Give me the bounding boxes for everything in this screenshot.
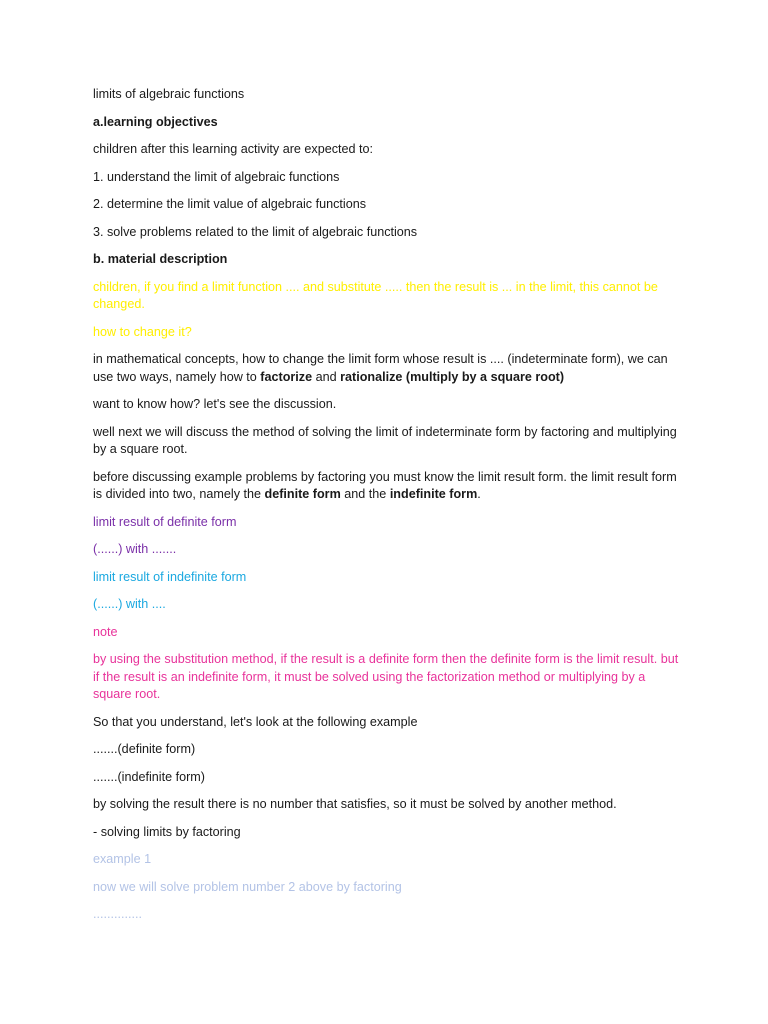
factoring-heading: - solving limits by factoring <box>93 824 241 839</box>
yellow-question: how to change it? <box>93 324 192 339</box>
concept-text: and <box>312 369 341 384</box>
indefinite-heading: limit result of indefinite form <box>93 569 247 584</box>
note-text: by using the substitution method, if the result is a definite form then the definite form is the limit result. but if the result is an indefinite form, it must be solved using the factorization method or multiplying by a square root. <box>93 652 679 701</box>
example-1-description: now we will solve problem number 2 above by factoring <box>93 879 402 894</box>
document-title: limits of algebraic functions <box>93 87 245 101</box>
yellow-paragraph: children, if you find a limit function .... and substitute ..... then the result is ... in the limit, this cannot be changed. <box>93 279 658 311</box>
before-text: before discussing example problems by factoring you must know the limit result form. the limit result form is divided into two, namely the <box>93 469 677 501</box>
example-1-label: example 1 <box>93 852 152 866</box>
objective-item: 1. understand the limit of algebraic functions <box>93 169 340 184</box>
document-page <box>93 86 683 934</box>
want-to-know-text: want to know how? let's see the discussion. <box>93 397 337 411</box>
objectives-intro: children after this learning activity are expected to: <box>93 142 374 156</box>
before-bold-definite: definite form <box>264 487 341 501</box>
example-definite: .......(definite form) <box>93 742 196 756</box>
definite-with: (......) with ....... <box>93 542 177 556</box>
indefinite-with: (......) with .... <box>93 597 166 611</box>
example-indefinite: .......(indefinite form) <box>93 769 205 784</box>
trailing-dots: .............. <box>93 907 142 921</box>
objective-item: 3. solve problems related to the limit of algebraic functions <box>93 224 418 239</box>
concept-bold-factorize: factorize <box>260 369 313 384</box>
before-paragraph <box>93 469 683 504</box>
objective-item: 2. determine the limit value of algebraic functions <box>93 197 367 211</box>
objectives-heading: a.learning objectives <box>93 114 218 129</box>
before-text: . <box>477 487 481 501</box>
example-intro: So that you understand, let's look at the following example <box>93 714 418 729</box>
before-bold-indefinite: indefinite form <box>389 487 478 501</box>
concept-text: in mathematical concepts, how to change the limit form whose result is .... (indeterminate form), we can use two ways, namely how to <box>93 352 668 384</box>
next-paragraph: well next we will discuss the method of solving the limit of indeterminate form by factoring and multiplying by a square root. <box>93 424 677 456</box>
definite-heading: limit result of definite form <box>93 514 237 529</box>
note-label: note <box>93 624 118 639</box>
before-text: and the <box>340 487 390 501</box>
material-heading: b. material description <box>93 252 228 266</box>
concept-paragraph <box>93 351 683 386</box>
concept-bold-rationalize: rationalize (multiply by a square root) <box>340 369 565 384</box>
solving-paragraph: by solving the result there is no number that satisfies, so it must be solved by another method. <box>93 797 617 811</box>
